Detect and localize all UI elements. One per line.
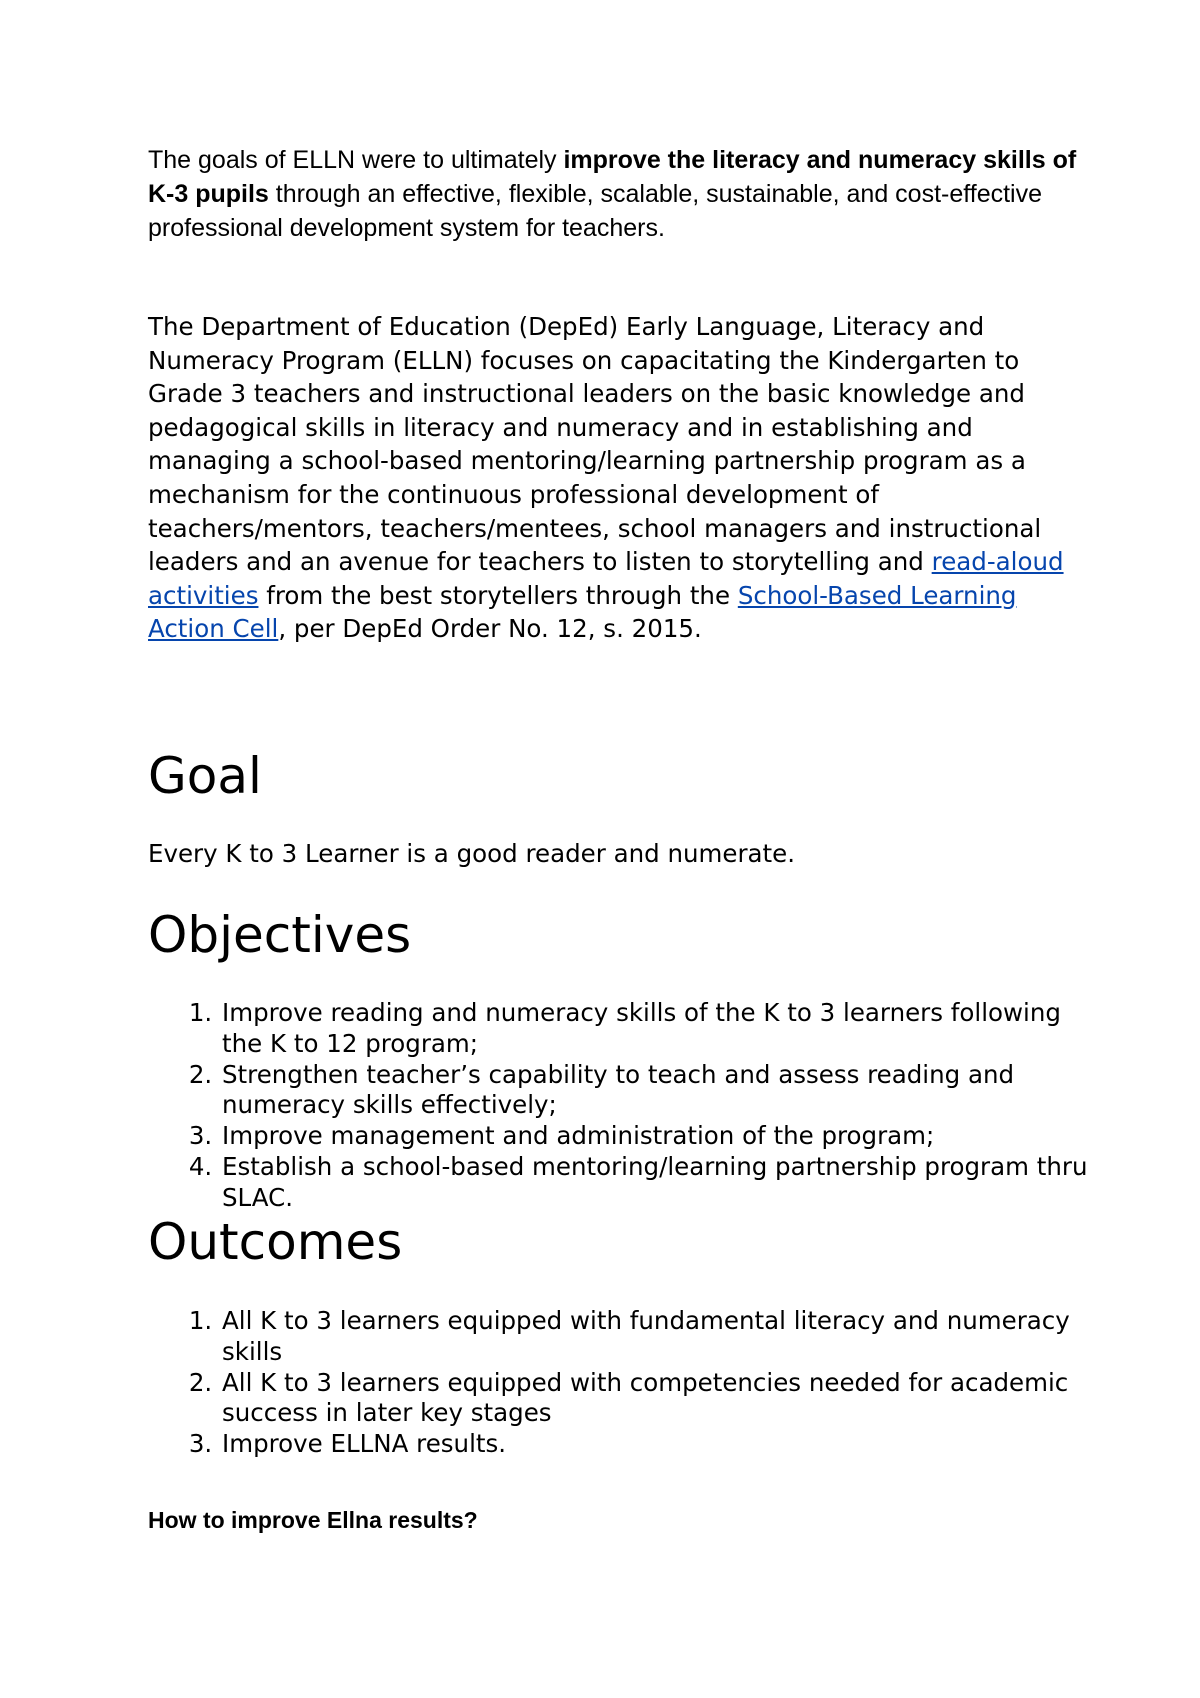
outcome-item: 2. All K to 3 learners equipped with competencies needed for academic success in later key stages xyxy=(220,1368,1100,1430)
outcomes-heading: Outcomes xyxy=(148,1213,403,1271)
objective-item: 3. Improve management and administration of the program; xyxy=(220,1121,1100,1152)
intro-prefix: The goals of ELLN were to ultimately xyxy=(148,146,564,174)
outcome-item: 3. Improve ELLNA results. xyxy=(220,1429,1100,1460)
outcome-item: 1. All K to 3 learners equipped with fundamental literacy and numeracy skills xyxy=(220,1306,1100,1368)
read-aloud-activities-link[interactable]: read-aloud activities xyxy=(148,547,1064,610)
objective-item: 2. Strengthen teacher’s capability to teach and assess reading and numeracy skills effectively; xyxy=(220,1060,1100,1122)
objective-item: 4. Establish a school-based mentoring/learning partnership program thru SLAC. xyxy=(220,1152,1100,1214)
slac-link[interactable]: School-Based Learning Action Cell xyxy=(148,580,1017,644)
objectives-heading: Objectives xyxy=(148,906,412,964)
description-text-3: , per DepEd Order No. 12, s. 2015. xyxy=(278,614,702,644)
outcomes-list xyxy=(148,1306,1100,1460)
objective-item: 1. Improve reading and numeracy skills of the K to 3 learners following the K to 12 program; xyxy=(220,998,1100,1060)
goal-text: Every K to 3 Learner is a good reader and numerate. xyxy=(148,839,796,868)
question-heading: How to improve Ellna results? xyxy=(148,1507,478,1533)
intro-bold-phrase: improve the literacy and numeracy skills of K-3 pupils xyxy=(148,146,1077,208)
intro-suffix: through an effective, flexible, scalable, sustainable, and cost-effective professional development system for teachers. xyxy=(148,180,1043,242)
elln-description-paragraph xyxy=(148,310,1078,646)
description-text-2: from the best storytellers through the xyxy=(258,580,738,610)
goal-heading: Goal xyxy=(148,747,262,805)
intro-paragraph xyxy=(148,143,1078,245)
description-text-1: The Department of Education (DepEd) Early Language, Literacy and Numeracy Program (ELLN) focuses on capacitating the Kindergarten to Grade 3 teachers and instructional leaders on the basic knowledge and pedagogical skills in literacy and numeracy and in establishing and managing a school-based mentoring/learning partnership program as a mechanism for the continuous professional development of teachers/mentors, teachers/mentees, school managers and instructional leaders and an avenue for teachers to listen to storytelling and xyxy=(148,312,1042,577)
objectives-list xyxy=(148,998,1100,1214)
